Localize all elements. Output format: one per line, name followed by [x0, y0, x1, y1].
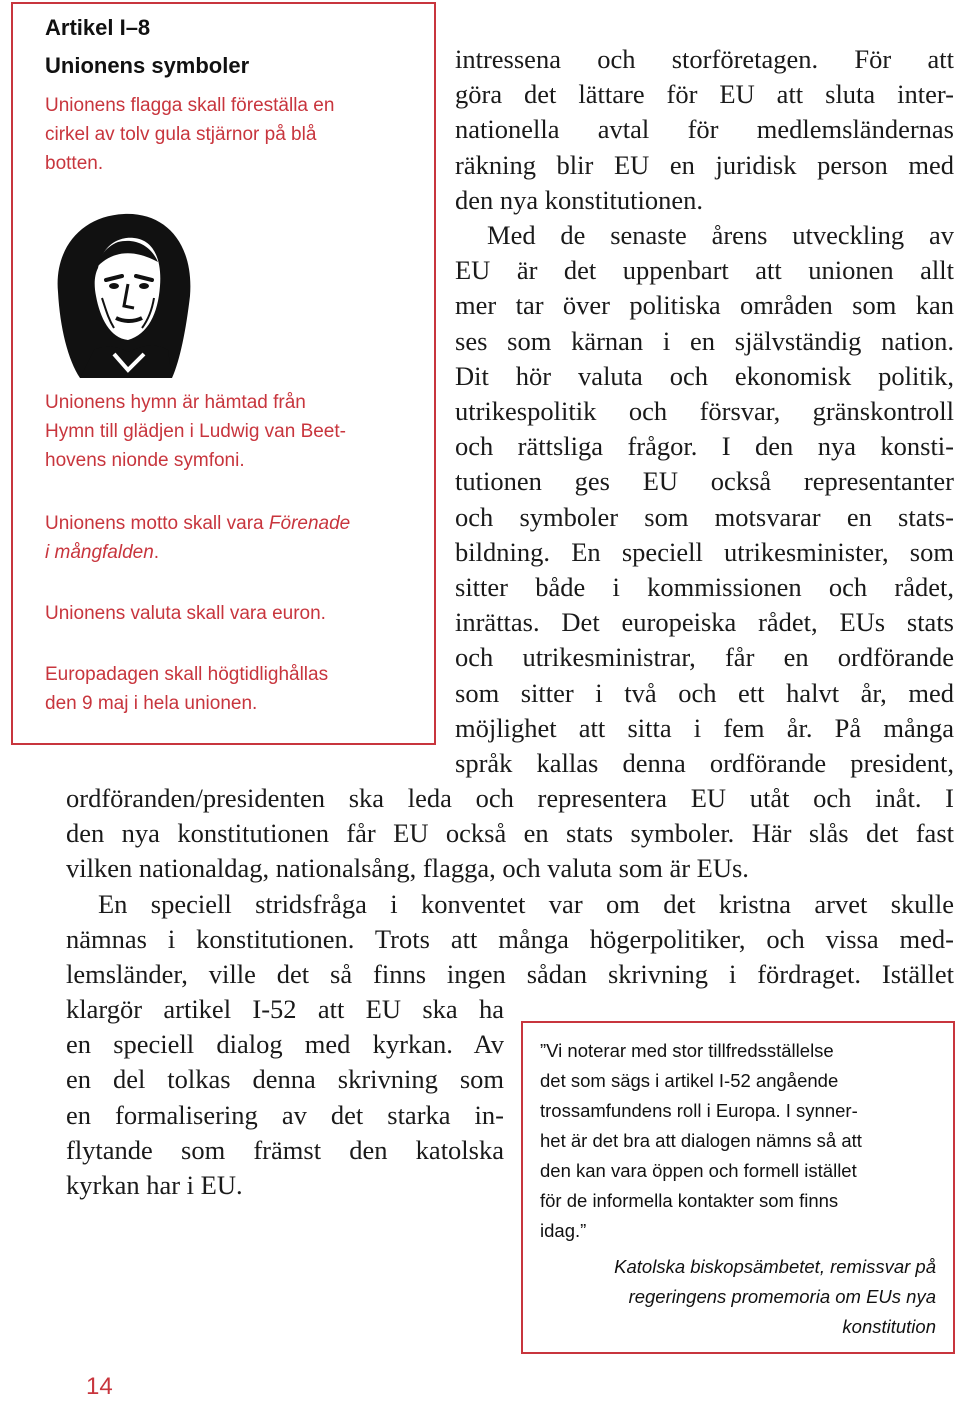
text-line: utrikespolitik och försvar, gränskontroll — [455, 396, 954, 427]
motto-italic: i mångfalden — [45, 542, 154, 563]
quote-line: trossamfundens roll i Europa. I synner- — [540, 1100, 858, 1121]
text-line: nationella avtal för medlemsländernas — [455, 114, 954, 145]
hymn-line: Unionens hymn är hämtad från — [45, 392, 306, 413]
text-line: nämnas i konstitutionen. Trots att många högerpolitiker, och vissa med- — [66, 923, 954, 954]
flag-line: cirkel av tolv gula stjärnor på blå — [45, 124, 317, 145]
text-line: en formalisering av det starka in- — [66, 1099, 504, 1130]
text-line: möjlighet att sitta i fem år. På många — [455, 712, 954, 743]
quote-line: det som sägs i artikel I-52 angående — [540, 1070, 839, 1091]
full-width-text — [66, 781, 954, 992]
hymn-line: hovens nionde symfoni. — [45, 450, 245, 471]
text-line: flytande som främst den katolska — [66, 1134, 504, 1165]
text-line: och rättsliga frågor. I den nya konsti- — [455, 431, 954, 462]
quote-attribution: konstitution — [842, 1316, 936, 1337]
text-line: göra det lättare för EU att sluta inter- — [455, 79, 954, 110]
text-line: en del tolkas denna skrivning som — [66, 1064, 504, 1095]
motto-line — [45, 509, 415, 538]
text-line: ordföranden/presidenten ska leda och representera EU utåt och inåt. I — [66, 783, 954, 813]
europe-day-line: den 9 maj i hela unionen. — [45, 693, 258, 714]
text-line: lemsländer, ville det så finns ingen sådan skrivning i fördraget. Istället — [66, 959, 954, 990]
text-line: ses som kärnan i en självständig nation. — [455, 325, 954, 356]
text-line: bildning. En speciell utrikesminister, som — [455, 536, 954, 567]
text-line: En speciell stridsfråga i konventet var om det kristna arvet skulle — [98, 888, 954, 919]
text-line: klargör artikel I-52 att EU ska ha — [66, 994, 504, 1024]
quote-box — [521, 1021, 955, 1354]
text-line: språk kallas denna ordförande president, — [455, 748, 954, 779]
quote-line: den kan vara öppen och formell istället — [540, 1160, 857, 1181]
text-line: kyrkan har i EU. — [66, 1170, 243, 1201]
text-line: sitter både i kommissionen och rådet, — [455, 572, 954, 603]
motto-italic: Förenade — [268, 513, 351, 534]
beethoven-portrait-icon — [54, 210, 196, 380]
quote-line: för de informella kontakter som finns — [540, 1190, 839, 1211]
quote-attribution: regeringens promemoria om EUs nya — [628, 1286, 936, 1307]
hymn-paragraph — [45, 388, 415, 475]
text-line: en speciell dialog med kyrkan. Av — [66, 1029, 504, 1060]
europe-day-paragraph — [45, 660, 415, 718]
motto-line — [45, 538, 415, 567]
article-heading: Artikel I–8 — [45, 15, 151, 40]
text-line: och symboler som motsvarar en stats- — [455, 501, 954, 532]
left-column-text — [66, 992, 504, 1203]
text-line: Med de senaste årens utveckling av — [487, 220, 954, 251]
text-line: mer tar över politiska områden som kan — [455, 290, 954, 321]
text-line: Dit hör valuta och ekonomisk politik, — [455, 360, 954, 391]
text-line: tutionen ges EU också representanter — [455, 466, 954, 497]
motto-paragraph — [45, 509, 415, 567]
article-title: Unionens symboler — [45, 53, 250, 78]
sidebar-box — [11, 2, 436, 745]
text-line: och utrikesministrar, får en ordförande — [455, 642, 954, 673]
text-line: intressena och storföretagen. För att — [455, 44, 954, 74]
text-line: EU är det uppenbart att unionen allt — [455, 255, 954, 286]
currency-paragraph: Unionens valuta skall vara euron. — [45, 603, 326, 624]
motto-prefix: Unionens motto skall vara — [45, 513, 269, 534]
hymn-line: Hymn till glädjen i Ludwig van Beet- — [45, 421, 346, 442]
quote-line: ”Vi noterar med stor tillfredsställelse — [540, 1040, 834, 1061]
quote-line: idag.” — [540, 1220, 587, 1241]
flag-paragraph — [45, 91, 415, 178]
europe-day-line: Europadagen skall högtidlighållas — [45, 664, 329, 685]
text-line: inrättas. Det europeiska rådet, EUs stats — [455, 607, 954, 638]
text-line: räkning blir EU en juridisk person med — [455, 149, 954, 180]
flag-line: botten. — [45, 153, 104, 174]
text-line: som sitter i två och ett halvt år, med — [455, 677, 954, 708]
text-line: den nya konstitutionen får EU också en stats symboler. Här slås det fast — [66, 818, 954, 849]
text-line: vilken nationaldag, nationalsång, flagga, och valuta som är EUs. — [66, 853, 749, 884]
quote-line: het är det bra att dialogen nämns så att — [540, 1130, 862, 1151]
page-number: 14 — [86, 1373, 113, 1400]
right-column-text — [455, 42, 954, 781]
motto-suffix: . — [153, 542, 160, 563]
flag-line: Unionens flagga skall föreställa en — [45, 95, 335, 116]
quote-attribution: Katolska biskopsämbetet, remissvar på — [614, 1256, 936, 1277]
text-line: den nya konstitutionen. — [455, 184, 704, 215]
